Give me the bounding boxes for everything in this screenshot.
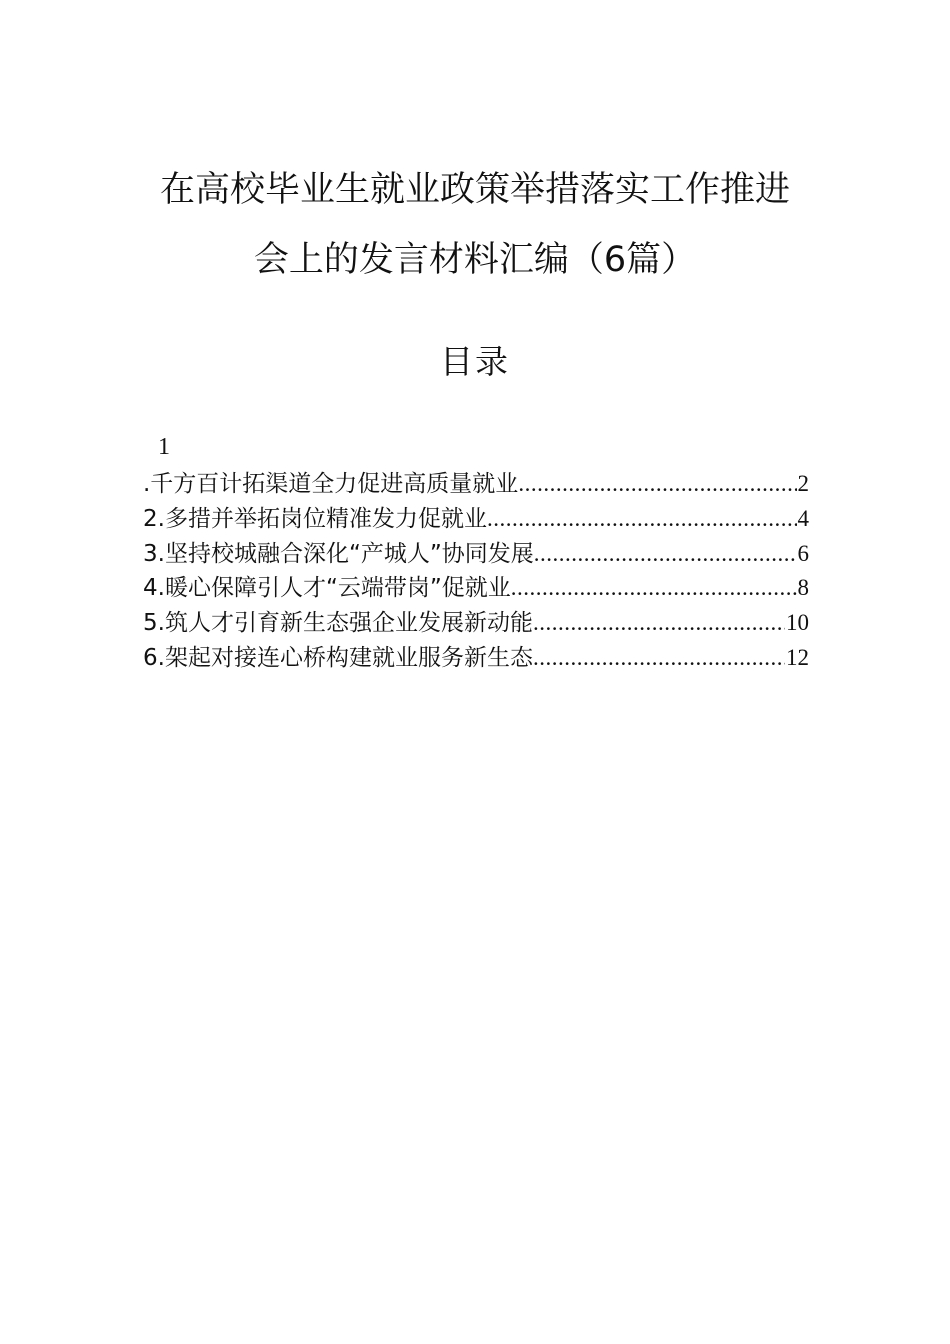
toc-entry[interactable] [143, 606, 809, 641]
toc-entry-page: 10 [786, 610, 809, 636]
toc-entry[interactable] [143, 467, 809, 502]
toc-entry[interactable] [143, 641, 809, 676]
toc-entry[interactable] [143, 571, 809, 606]
toc-entry-label: 4.暖心保障引人才“云端带岗”促就业 [143, 575, 511, 602]
toc-entry-label: 2.多措并举拓岗位精准发力促就业 [143, 505, 487, 532]
toc-entry-page: 6 [797, 540, 809, 566]
toc-list [143, 467, 809, 676]
toc-leader-dots [533, 606, 785, 640]
toc-entry-label: 5.筑人才引育新生态强企业发展新动能 [143, 610, 533, 637]
toc-orphan-number: 1 [158, 434, 170, 460]
toc-entry[interactable] [143, 537, 809, 572]
document-title-line-2: 会上的发言材料汇编（6篇） [253, 240, 697, 280]
toc-entry[interactable] [143, 502, 809, 537]
toc-entry-page: 12 [786, 644, 809, 670]
toc-entry-label: 3.坚持校城融合深化“产城人”协同发展 [143, 540, 534, 567]
toc-entry-page: 4 [797, 505, 809, 531]
toc-entry-label: 6.架起对接连心桥构建就业服务新生态 [143, 644, 533, 671]
toc-heading: 目录 [440, 342, 510, 381]
toc-entry-page: 2 [797, 471, 809, 496]
toc-leader-dots [533, 641, 785, 675]
document-title-line-1: 在高校毕业生就业政策举措落实工作推进 [159, 170, 790, 210]
toc-leader-dots [511, 571, 797, 605]
toc-leader-dots [518, 467, 796, 501]
toc-leader-dots [534, 537, 797, 571]
toc-entry-label: .千方百计拓渠道全力促进高质量就业 [143, 471, 519, 497]
toc-leader-dots [487, 502, 797, 536]
toc-entry-page: 8 [797, 575, 809, 601]
